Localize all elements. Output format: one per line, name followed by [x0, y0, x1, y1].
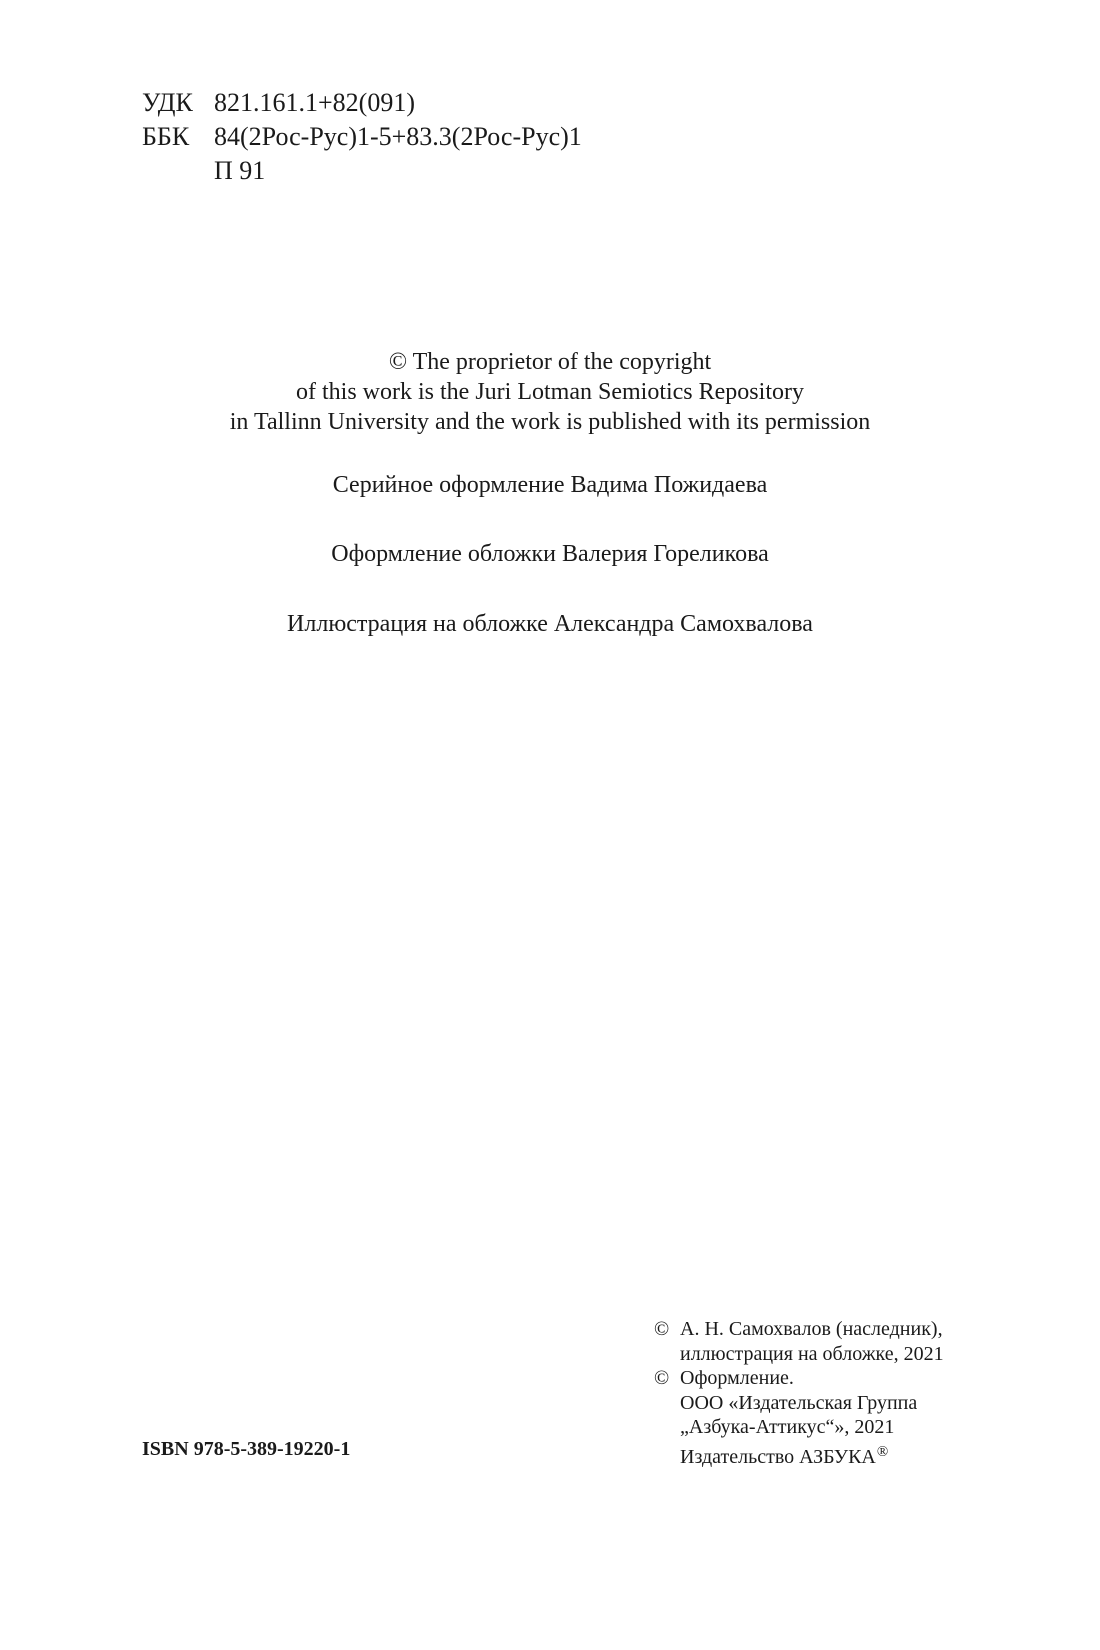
bbk-row	[142, 120, 582, 154]
registered-mark: ®	[876, 1443, 889, 1460]
copyright-notice-line: © The proprietor of the copyright	[388, 349, 712, 375]
udk-label: УДК	[142, 88, 193, 117]
copyright-notice-line: in Tallinn University and the work is published with its permission	[229, 409, 871, 435]
cover-design-credit: Оформление обложки Валерия Гореликова	[331, 541, 769, 567]
bbk-value: 84(2Рос-Рус)1-5+83.3(2Рос-Рус)1	[214, 122, 582, 151]
rights-line: „Азбука-Аттикус“», 2021	[680, 1416, 895, 1438]
copyright-notice-line: of this work is the Juri Lotman Semiotics Repository	[296, 379, 804, 405]
publisher-line	[680, 1440, 917, 1470]
rights-entry-design	[654, 1366, 944, 1469]
rights-entry-illustration	[654, 1317, 944, 1366]
udk-value: 821.161.1+82(091)	[214, 88, 415, 117]
rights-block	[654, 1317, 944, 1469]
copyright-symbol: ©	[654, 1318, 670, 1340]
author-mark-row	[142, 154, 582, 188]
classification-block	[142, 86, 582, 188]
copyright-notice	[0, 347, 1100, 437]
bbk-label: ББК	[142, 122, 190, 151]
cover-illustration-credit: Иллюстрация на обложке Александра Самохвалова	[287, 611, 813, 637]
rights-line: ООО «Издательская Группа	[680, 1391, 918, 1414]
copyright-symbol: ©	[654, 1367, 670, 1389]
udk-row	[142, 86, 582, 120]
rights-line: А. Н. Самохвалов (наследник),	[680, 1318, 943, 1340]
author-mark: П 91	[214, 156, 266, 185]
rights-line: иллюстрация на обложке, 2021	[680, 1342, 944, 1365]
isbn: ISBN 978-5-389-19220-1	[142, 1438, 351, 1460]
rights-line: Оформление.	[680, 1367, 794, 1389]
publisher-name: Издательство АЗБУКА	[680, 1445, 876, 1468]
series-design-credit: Серийное оформление Вадима Пожидаева	[332, 472, 768, 498]
